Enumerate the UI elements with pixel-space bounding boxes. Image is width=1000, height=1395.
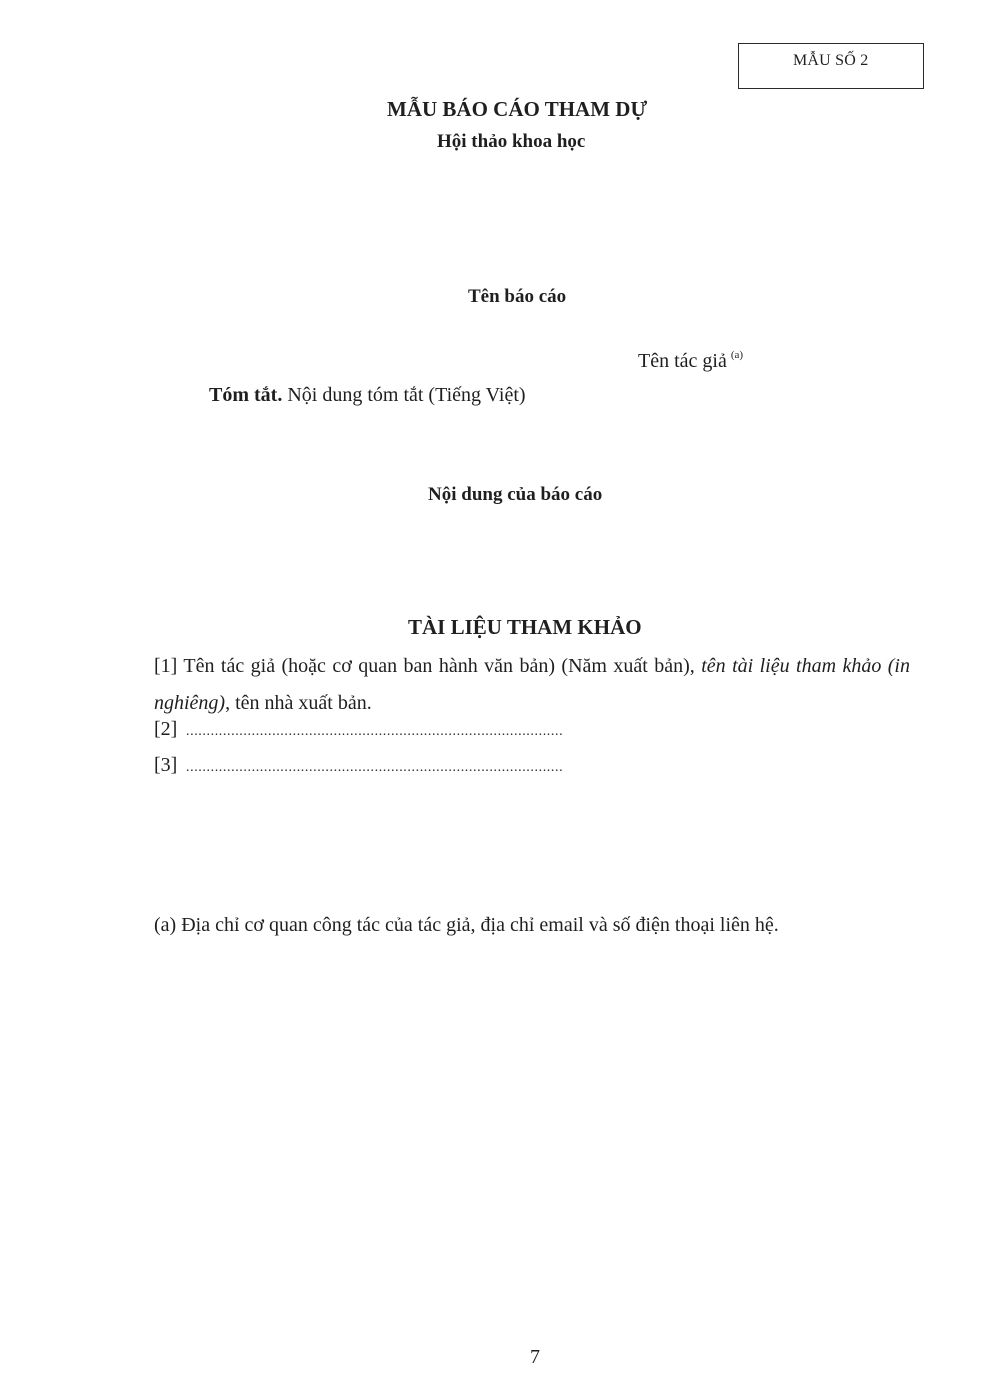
references-heading: TÀI LIỆU THAM KHẢO (408, 615, 642, 639)
abstract-label: Tóm tắt. (209, 384, 283, 406)
abstract-text: Nội dung tóm tắt (Tiếng Việt) (282, 384, 526, 406)
reference-1-prefix: [1] Tên tác giả (hoặc cơ quan ban hành văn bản) (Năm xuất bản), (154, 655, 702, 677)
author-text: Tên tác giả (638, 350, 727, 372)
reference-2-dots: ............................................................................................ (186, 724, 564, 739)
report-name-heading: Tên báo cáo (468, 286, 567, 307)
author-line (638, 349, 743, 373)
document-title: MẪU BÁO CÁO THAM DỰ (387, 97, 648, 121)
reference-1-title: tên tài liệu tham khảo (in nghiêng) (154, 655, 910, 714)
document-subtitle: Hội thảo khoa học (437, 131, 586, 152)
reference-3-dots: ............................................................................................ (186, 760, 564, 775)
reference-item-1 (154, 648, 910, 722)
footnote: (a) Địa chỉ cơ quan công tác của tác giả, địa chỉ email và số điện thoại liên hệ. (154, 914, 779, 936)
form-number-label: MẪU SỐ 2 (793, 52, 869, 69)
form-number-box (738, 43, 924, 89)
reference-3-number: [3] (154, 754, 178, 776)
author-note-mark: (a) (730, 349, 744, 361)
abstract-line (209, 384, 526, 407)
reference-1-suffix: , tên nhà xuất bản. (225, 692, 372, 714)
reference-item-2 (154, 718, 563, 741)
reference-2-number: [2] (154, 718, 178, 740)
content-heading: Nội dung của báo cáo (428, 484, 603, 505)
reference-item-3 (154, 754, 563, 777)
page-number: 7 (530, 1346, 540, 1368)
